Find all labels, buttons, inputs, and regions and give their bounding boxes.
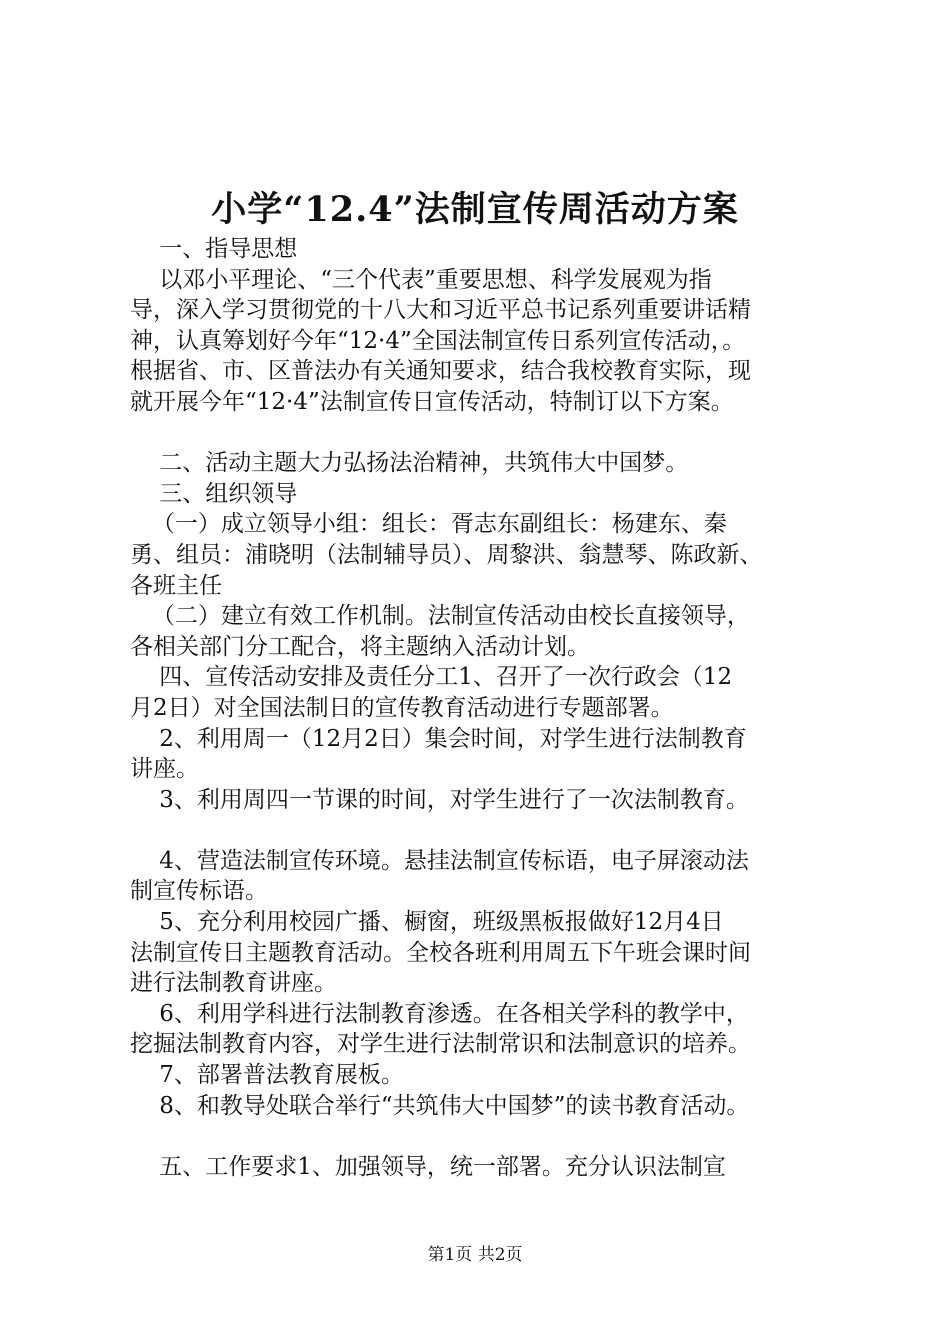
document-line: 就开展今年“12·4”法制宣传日宣传活动，特制订以下方案。 <box>130 388 734 415</box>
document-line: 制宣传标语。 <box>130 878 268 905</box>
document-line: 各班主任 <box>130 572 222 599</box>
document-line: 根据省、市、区普法办有关通知要求，结合我校教育实际，现 <box>130 358 751 385</box>
document-line: 勇、组员：浦晓明（法制辅导员）、周黎洪、翁慧琴、陈政新、 <box>130 541 763 568</box>
document-line: 法制宣传日主题教育活动。全校各班利用周五下午班会课时间 <box>130 939 751 966</box>
document-line <box>130 418 850 449</box>
document-line: 4、营造法制宣传环境。悬挂法制宣传标语，电子屏滚动法 <box>130 847 749 874</box>
document-line: 以邓小平理论、“三个代表”重要思想、科学发展观为指 <box>130 266 712 293</box>
document-line: 一、指导思想 <box>130 236 298 262</box>
document-line <box>130 1121 850 1152</box>
document-line: （一）成立领导小组：组长：胥志东副组长：杨建东、秦 <box>130 511 727 538</box>
document-line: 挖掘法制教育内容，对学生进行法制常识和法制意识的培养。 <box>130 1031 751 1058</box>
document-line: 神，认真筹划好今年“12·4”全国法制宣传日系列宣传活动，。 <box>130 327 746 354</box>
document-line: 进行法制教育讲座。 <box>130 970 337 997</box>
document-line: 7、部署普法教育展板。 <box>130 1062 404 1089</box>
document-line: 四、宣传活动安排及责任分工1、召开了一次行政会（12 <box>130 664 733 691</box>
document-line: 5、充分利用校园广播、橱窗，班级黑板报做好12月4日 <box>130 909 724 936</box>
document-body <box>130 234 850 1182</box>
document-line: 8、和教导处联合举行“共筑伟大中国梦”的读书教育活动。 <box>130 1092 750 1119</box>
document-line: 2、利用周一（12月2日）集会时间，对学生进行法制教育 <box>130 725 747 752</box>
document-line <box>130 815 850 846</box>
document-line: 各相关部门分工配合，将主题纳入活动计划。 <box>130 633 590 660</box>
page-footer: 第1页 共2页 <box>427 1245 523 1265</box>
document-title: 小学“12.4”法制宣传周活动方案 <box>211 189 739 230</box>
document-line: 导，深入学习贯彻党的十八大和习近平总书记系列重要讲话精 <box>130 297 751 324</box>
document-line: （二）建立有效工作机制。法制宣传活动由校长直接领导， <box>130 603 750 630</box>
document-line: 6、利用学科进行法制教育渗透。在各相关学科的教学中， <box>130 1000 749 1027</box>
document-line: 五、工作要求1、加强领导，统一部署。充分认识法制宣 <box>130 1153 726 1180</box>
document-line: 月2日）对全国法制日的宣传教育活动进行专题部署。 <box>130 694 674 721</box>
document-line: 二、活动主题大力弘扬法治精神，共筑伟大中国梦。 <box>130 450 689 477</box>
document-line: 3、利用周四一节课的时间，对学生进行了一次法制教育。 <box>130 786 749 813</box>
document-line: 三、组织领导 <box>130 480 298 507</box>
document-line: 讲座。 <box>130 756 199 783</box>
